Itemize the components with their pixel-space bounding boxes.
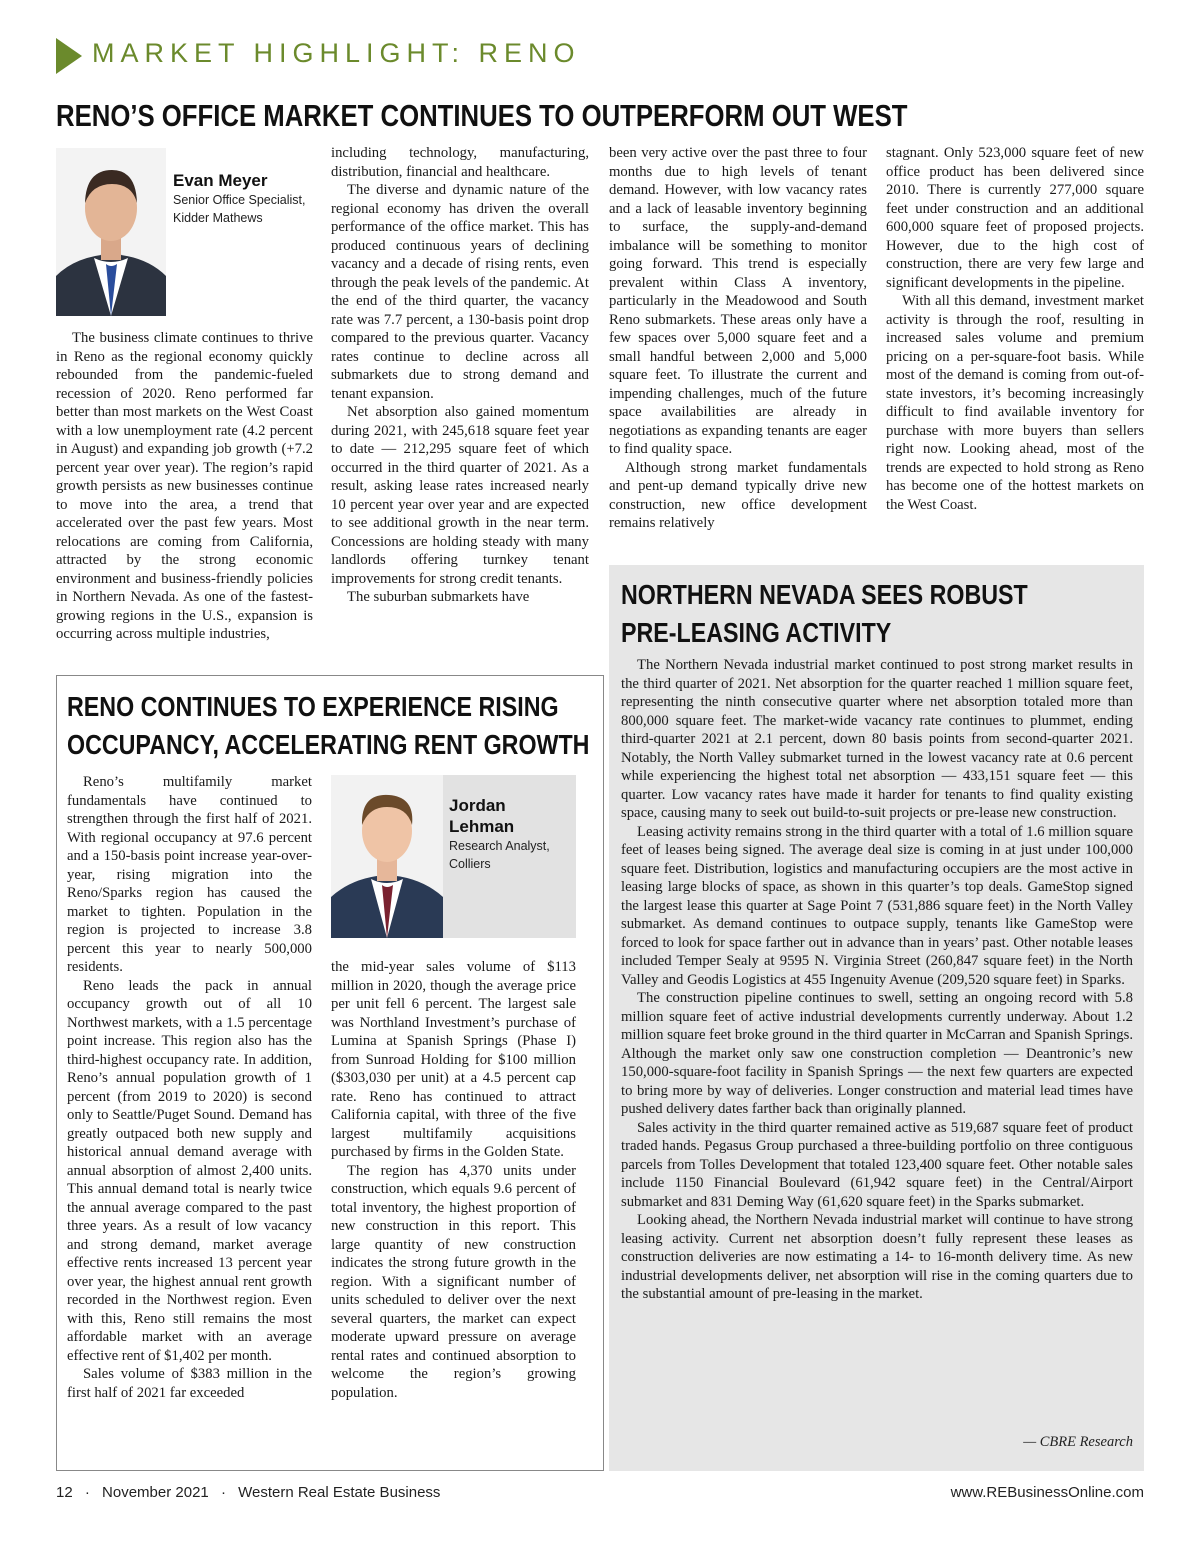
article1-column-2: [331, 144, 589, 607]
article3-headline: [621, 576, 1028, 652]
headline-line: PRE-LEASING ACTIVITY: [621, 617, 892, 648]
article1-column-3: [609, 144, 867, 533]
author-name: Evan Meyer: [173, 171, 268, 190]
paragraph: stagnant. Only 523,000 square feet of new office product has been delivered since 2010. There is currently 277,000 square feet under construction and an additional 600,000 square feet of proposed projects. However, due to the high cost of construction, there are very few large and significant developments in the pipeline.: [886, 145, 1144, 291]
separator: ·: [84, 1484, 90, 1501]
author-name-first: Jordan: [449, 796, 506, 815]
portrait-icon: [56, 148, 166, 316]
paragraph: The construction pipeline continues to swell, setting an ongoing record with 5.8 million square feet of active industrial developments currently underway. About 1.2 million square feet broke ground in the third quarter in McCarran and Spanish Springs. Although the market only saw one construction completion — Deantronic’s new 150,000-square-foot facility in Spanish Springs — the next few quarters are expected to bring more by way of deliveries. Longer construction and material lead times have pushed delivery dates farther back than originally planned.: [621, 990, 1133, 1117]
headline-line: NORTHERN NEVADA SEES ROBUST: [621, 579, 1028, 610]
paragraph: Sales volume of $383 million in the first half of 2021 far exceeded: [67, 1366, 312, 1401]
article2-headline: [67, 688, 589, 764]
author-photo-evan-meyer: [56, 148, 166, 316]
article3-body: [621, 656, 1133, 1304]
paragraph: The Northern Nevada industrial market continued to post strong market results in the third quarter of 2021. Net absorption for the quarter reached 1 million square feet, representing the ninth consecutive quarter where net absorption totaled more than 800,000 square feet. The market-wide vacancy rate continues to plummet, ending third-quarter 2021 at 2.1 percent, down 80 basis points from second-quarter 2021. Notably, the North Valley submarket turned in the lowest vacancy rate at 0.6 percent while experiencing the highest total net absorption — 433,151 square feet — this quarter. Low vacancy rates have made it harder for tenants to find quality existing space, causing many to seek out build-to-suit projects or pre-lease new construction.: [621, 657, 1133, 821]
author-affiliation: Colliers: [449, 857, 491, 871]
author-name-last: Lehman: [449, 817, 515, 836]
paragraph: been very active over the past three to four months due to high levels of tenant demand. However, with low vacancy rates and a lack of leasable inventory beginning to surface, the supply-and-demand imbalance will be something to monitor going forward. This trend is especially prevalent within Class A inventory, particularly in the Meadowood and South Reno submarkets. These areas only have a few spaces over 5,000 square feet and a small handful between 2,000 and 5,000 square feet. To illustrate the current and impending challenges, much of the future space availabilities are already in negotiations as expanding tenants are eager to find quality space.: [609, 145, 867, 457]
paragraph: With all this demand, investment market activity is through the roof, resulting in increased sales volume and premium pricing on a per-square-foot basis. While most of the demand is coming from out-of-state investors, it’s becoming increasingly difficult to find available inventory for purchase with more buyers than sellers right now. Looking ahead, most of the trends are expected to hold strong as Reno has become one of the hottest markets on the West Coast.: [886, 293, 1144, 513]
paragraph: the mid-year sales volume of $113 million in 2020, though the average price per unit fell 6 percent. The largest sale was Northland Investment’s purchase of Lumina at Spanish Springs (Phase I) from Sunroad Holding for $100 million ($303,030 per unit) at a 4.5 percent cap rate. Reno has continued to attract California capital, with three of the five largest multifamily acquisitions purchased by firms in the Golden State.: [331, 959, 576, 1160]
byline: — CBRE Research: [1023, 1434, 1133, 1450]
portrait-icon: [331, 775, 443, 938]
author-title: Senior Office Specialist,: [173, 193, 306, 207]
paragraph: Net absorption also gained momentum during 2021, with 245,618 square feet year to date — 212,295 square feet of which occurred in the third quarter of 2021. As a result, asking lease rates increased nearly 10 percent year over year and are expected to see additional growth in the near term. Concessions are holding steady with many landlords offering turnkey tenant improvements for strong credit tenants.: [331, 404, 589, 587]
website-link[interactable]: www.REBusinessOnline.com: [950, 1484, 1144, 1501]
paragraph: Leasing activity remains strong in the third quarter with a total of 1.6 million square feet of leases being signed. The average deal size is coming in at just under 100,000 square feet. Distribution, logistics and manufacturing occupiers are the most active in leasing large blocks of space, as shown in this quarter’s top deals. GameStop signed the largest lease this quarter at Sage Point 7 (531,886 square feet) in the North Valley submarket. As demand continues to outpace supply, tenants like GameStop were forced to look for space farther out in advance than in years’ past. Other notable leases included Temper Sealy at 9595 N. Virginia Street (260,847 square feet) in the North Valley and Geodis Logistics at 455 Ingenuity Avenue (209,520 square feet) in Sparks.: [621, 823, 1133, 988]
publication-name: Western Real Estate Business: [238, 1484, 441, 1501]
article1-column-4: [886, 144, 1144, 514]
main-headline: RENO’S OFFICE MARKET CONTINUES TO OUTPERFORM OUT WEST: [56, 98, 908, 133]
issue-date: November 2021: [102, 1484, 209, 1501]
author-affiliation: Kidder Mathews: [173, 211, 263, 225]
separator: ·: [220, 1484, 226, 1501]
page-number: 12: [56, 1484, 73, 1501]
paragraph: The region has 4,370 units under construction, which equals 9.6 percent of total inventory, the highest proportion of new construction in this report. This large quantity of new construction indicates the strong future growth in the region. With a significant number of units scheduled to deliver over the next several quarters, the market can expect moderate upward pressure on average rental rates and continued absorption to welcome the region’s growing population.: [331, 1162, 576, 1401]
paragraph: Looking ahead, the Northern Nevada industrial market will continue to have strong leasing activity. Current net absorption doesn’t fully represent these leases as construction deliveries are now estimating a 14- to 16-month delivery time. As new industrial developments deliver, net absorption will rise in the coming quarters due to the substantial amount of pre-leasing in the market.: [621, 1212, 1133, 1302]
article2-column-2: [331, 958, 576, 1402]
paragraph: Reno leads the pack in annual occupancy growth out of all 10 Northwest markets, with a 1.5 percentage point increase. This region also has the third-highest occupancy rate. In addition, Reno’s annual population growth of 1 percent (from 2019 to 2020) is second only to Seattle/Puget Sound. Demand has greatly outpaced both new supply and historical annual demand average with annual absorption of almost 2,400 units. This annual demand total is nearly twice the annual average compared to the past three years. As a result of low vacancy and strong demand, market average effective rents increased 13 percent year over year, the highest annual rent growth recorded in the Northwest region. Even with this, Reno still remains the most affordable market with an average effective rent of $1,402 per month.: [67, 977, 312, 1364]
paragraph: including technology, manufacturing, distribution, financial and healthcare.: [331, 145, 589, 180]
paragraph: The business climate continues to thrive in Reno as the regional economy quickly rebounded from the pandemic-fueled recession of 2020. Reno performed far better than most markets on the West Coast with a low unemployment rate (4.2 percent in August) and expanding job growth (+7.2 percent year over year). The region’s rapid growth persists as new businesses continue to move into the area, a trend that accelerated over the past few years. Most relocations are coming from California, attracted by the strong economic environment and business-friendly policies in Northern Nevada. As one of the fastest-growing regions in the U.S., expansion is occurring across multiple industries,: [56, 330, 313, 642]
article2-column-1: [67, 773, 312, 1402]
headline-line: OCCUPANCY, ACCELERATING RENT GROWTH: [67, 729, 590, 760]
author-photo-jordan-lehman: [331, 775, 443, 938]
headline-line: RENO CONTINUES TO EXPERIENCE RISING: [67, 691, 559, 722]
paragraph: The suburban submarkets have: [347, 589, 530, 605]
article1-column-1: [56, 329, 313, 644]
footer-info: [56, 1484, 440, 1501]
section-label: MARKET HIGHLIGHT: RENO: [92, 38, 581, 68]
paragraph: The diverse and dynamic nature of the regional economy has driven the overall performance of the office market. This has produced continuous years of declining vacancy and a decade of rising rents, even through the peak levels of the pandemic. At the end of the third quarter, the vacancy rate was 7.7 percent, a 130-basis point drop compared to the previous quarter. Vacancy rates continue to decline across all submarkets due to strong demand and tenant expansion.: [331, 182, 589, 402]
paragraph: Although strong market fundamentals and pent-up demand typically drive new construction, new office development remains relatively: [609, 459, 867, 531]
author-title: Research Analyst,: [449, 839, 550, 853]
paragraph: Reno’s multifamily market fundamentals have continued to strengthen through the first half of 2021. With regional occupancy at 97.6 percent and a 150-basis point increase year-over-year, rising migration into the Reno/Sparks region has caused the market to tighten. Population in the region is projected to increase 3.8 percent this year to nearly 500,000 residents.: [67, 774, 312, 975]
section-arrow-icon: [56, 38, 82, 74]
paragraph: Sales activity in the third quarter remained active as 519,687 square feet of product traded hands. Pegasus Group purchased a three-building portfolio on three contiguous parcels from Tolles Development that totaled 123,400 square feet. Other notable sales include 1150 Financial Boulevard (61,942 square feet) in the Central/Airport submarket and 831 Deming Way (61,620 square feet) in the Sparks submarket.: [621, 1119, 1133, 1210]
